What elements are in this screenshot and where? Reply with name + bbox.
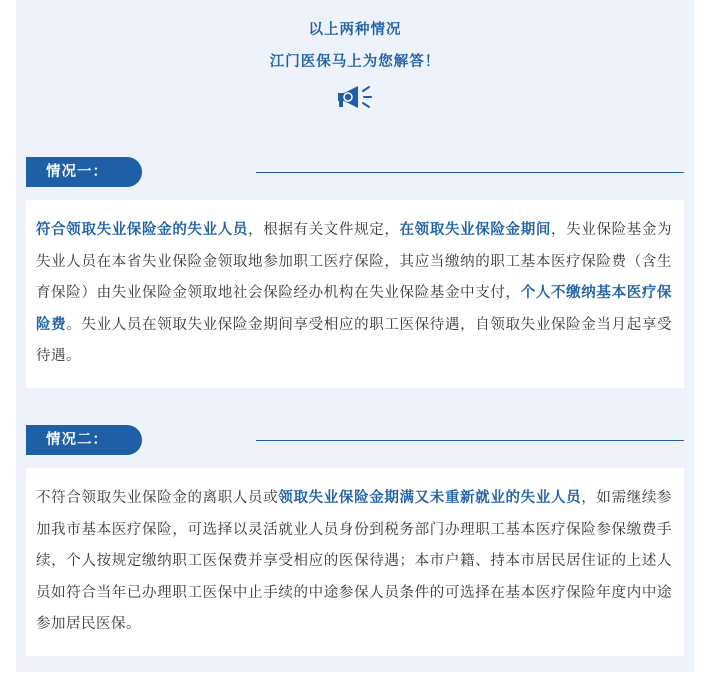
case-2-highlight-1: 领取失业保险金期满又未重新就业的失业人员 [278, 490, 582, 506]
case-1-text-2: ，失业保险基金为失业人员在本省失业保险金领取地参加职工医疗保险，其应当缴纳的职工基本医疗保险费（含生育保险）由失业保险金领取地社会保险经办机构在失业保险基金中支付， [36, 222, 673, 301]
case-2-text-1: 不符合领取失业保险金的离职人员或 [36, 490, 279, 506]
case-1-text-1: ，根据有关文件规定， [248, 222, 400, 238]
case-1-tag: 情况一： [26, 157, 142, 187]
case-1-text-3: 。失业人员在领取失业保险金期间享受相应的职工医保待遇，自领取失业保险金当月起享受待遇。 [36, 316, 673, 364]
case-2-divider [256, 440, 684, 441]
case-2-text-2: ，如需继续参加我市基本医疗保险，可选择以灵活就业人员身份到税务部门办理职工基本医疗保险参保缴费手续，个人按规定缴纳职工医保费并享受相应的医保待遇；本市户籍、持本市居民居住证的上述人员如符合当年已办理职工医保中止手续的中途参保人员条件的可选择在基本医疗保险年度内中途参加居民医保。 [36, 490, 673, 632]
case-1-highlight-1: 符合领取失业保险金的失业人员 [36, 222, 249, 238]
case-1-card [26, 200, 684, 388]
case-2-tag: 情况二： [26, 425, 142, 455]
case-2-card [26, 468, 684, 656]
intro-line-2: 江门医保马上为您解答！ [269, 54, 441, 70]
case-1-divider [256, 172, 684, 173]
case-1-highlight-2: 在领取失业保险金期间 [399, 222, 551, 238]
intro-line-1: 以上两种情况 [308, 22, 402, 38]
megaphone-icon [334, 84, 376, 110]
intro-heading [0, 14, 710, 78]
case-1-highlight-3: 个人不缴纳基本医疗保险费 [36, 285, 673, 333]
